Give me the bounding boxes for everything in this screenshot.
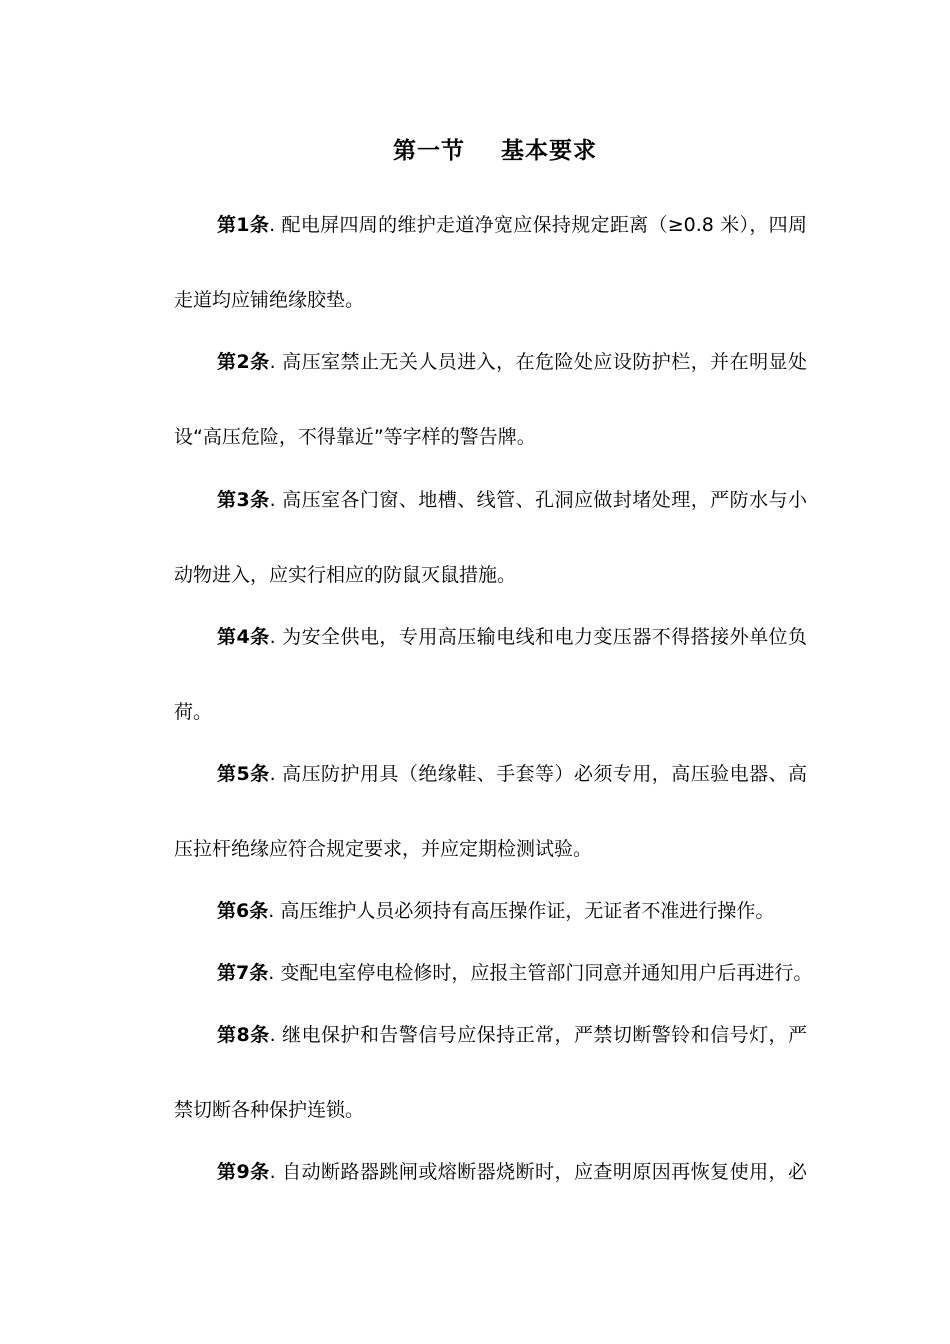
- article-number: 第5条: [217, 763, 270, 785]
- article-text: . 高压防护用具（绝缘鞋、手套等）必须专用，高压验电器、高: [269, 763, 807, 785]
- article-number: 第4条: [217, 626, 270, 648]
- article-text: . 高压维护人员必须持有高压操作证，无证者不准进行操作。: [268, 900, 775, 922]
- article-2-line-2: 设“高压危险，不得靠近”等字样的警告牌。: [174, 426, 536, 448]
- article-text: . 配电屏四周的维护走道净宽应保持规定距离（≥0.8 米），四周: [269, 214, 807, 236]
- article-text: . 高压室各门窗、地槽、线管、孔洞应做封堵处理，严防水与小: [269, 489, 807, 511]
- article-1-line-2: 走道均应铺绝缘胶垫。: [174, 289, 365, 311]
- article-4-line-1: [217, 622, 807, 652]
- article-text: . 为安全供电，专用高压输电线和电力变压器不得搭接外单位负: [269, 626, 807, 648]
- article-3-line-2: 动物进入，应实行相应的防鼠灭鼠措施。: [174, 564, 517, 586]
- article-5-line-1: [217, 759, 807, 789]
- article-number: 第9条: [217, 1161, 270, 1183]
- section-title: 第一节 基本要求: [392, 138, 598, 164]
- article-number: 第2条: [217, 351, 270, 373]
- article-number: 第6条: [217, 900, 269, 922]
- article-1-line-1: [217, 210, 807, 240]
- article-5-line-2: 压拉杆绝缘应符合规定要求，并应定期检测试验。: [174, 838, 593, 860]
- article-6-line-1: [217, 896, 807, 926]
- article-text: . 继电保护和告警信号应保持正常，严禁切断警铃和信号灯，严: [269, 1024, 807, 1046]
- article-number: 第3条: [217, 489, 270, 511]
- article-text: . 自动断路器跳闸或熔断器烧断时，应查明原因再恢复使用，必: [269, 1161, 807, 1183]
- article-3-line-1: [217, 485, 807, 515]
- article-number: 第7条: [217, 962, 269, 984]
- article-number: 第8条: [217, 1024, 270, 1046]
- article-8-line-1: [217, 1020, 807, 1050]
- article-9-line-1: [217, 1157, 807, 1187]
- article-text: . 变配电室停电检修时，应报主管部门同意并通知用户后再进行。: [268, 962, 813, 984]
- article-7-line-1: [217, 958, 813, 988]
- article-4-line-2: 荷。: [174, 701, 213, 723]
- article-2-line-1: [217, 347, 807, 377]
- article-text: . 高压室禁止无关人员进入，在危险处应设防护栏，并在明显处: [269, 351, 807, 373]
- article-number: 第1条: [217, 214, 270, 236]
- article-8-line-2: 禁切断各种保护连锁。: [174, 1099, 365, 1121]
